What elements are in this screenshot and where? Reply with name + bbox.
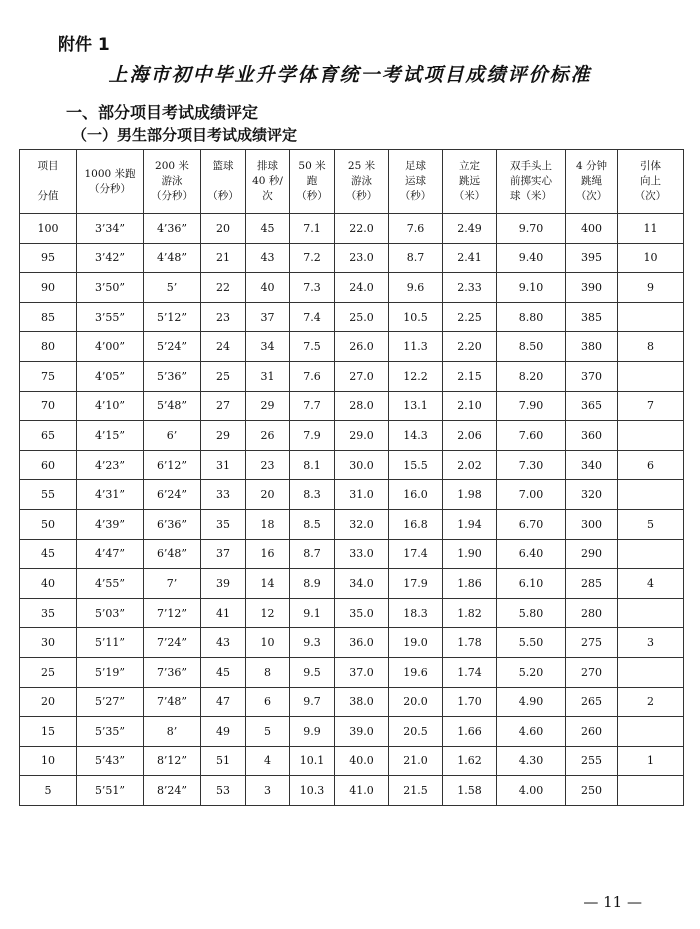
table-cell: 6.10 [497,569,566,599]
table-header-row [20,150,684,214]
table-cell [618,361,684,391]
table-cell: 45 [201,657,246,687]
table-cell: 5’11” [77,628,144,658]
table-cell: 5’24” [144,332,201,362]
table-cell: 37.0 [335,657,389,687]
table-cell: 5’03” [77,598,144,628]
table-cell: 38.0 [335,687,389,717]
table-cell: 23.0 [335,243,389,273]
table-cell: 16.0 [389,480,443,510]
table-cell: 39 [201,569,246,599]
table-cell: 7.90 [497,391,566,421]
table-row [20,361,684,391]
table-cell: 5’43” [77,746,144,776]
table-cell: 35 [20,598,77,628]
table-cell: 3’42” [77,243,144,273]
column-header: 足球 运球 （秒） [389,150,443,214]
table-cell: 25 [20,657,77,687]
table-cell: 10.5 [389,302,443,332]
table-cell: 255 [566,746,618,776]
table-cell: 50 [20,509,77,539]
table-cell: 9.3 [290,628,335,658]
table-row [20,302,684,332]
table-cell: 45 [246,214,290,244]
table-cell: 385 [566,302,618,332]
table-cell: 43 [201,628,246,658]
table-cell: 1.98 [443,480,497,510]
table-cell: 43 [246,243,290,273]
table-cell: 395 [566,243,618,273]
table-cell: 4’48” [144,243,201,273]
table-cell: 7.6 [290,361,335,391]
table-cell: 8.7 [389,243,443,273]
table-cell: 20 [201,214,246,244]
table-row [20,391,684,421]
table-cell: 7’24” [144,628,201,658]
table-cell: 37 [201,539,246,569]
table-cell: 5’36” [144,361,201,391]
table-cell: 34.0 [335,569,389,599]
table-cell: 29 [201,421,246,451]
table-cell: 365 [566,391,618,421]
table-cell: 4’36” [144,214,201,244]
column-header: 篮球 （秒） [201,150,246,214]
table-cell: 8.9 [290,569,335,599]
table-cell: 49 [201,717,246,747]
table-cell: 4.90 [497,687,566,717]
table-cell: 7.60 [497,421,566,451]
table-cell: 1.66 [443,717,497,747]
table-cell: 390 [566,273,618,303]
table-cell: 320 [566,480,618,510]
table-cell: 9.5 [290,657,335,687]
table-cell: 15 [20,717,77,747]
table-cell: 4.60 [497,717,566,747]
table-cell: 370 [566,361,618,391]
table-cell: 8.7 [290,539,335,569]
table-cell: 1.62 [443,746,497,776]
table-cell: 7 [618,391,684,421]
table-cell: 3 [618,628,684,658]
table-cell: 4 [246,746,290,776]
table-cell: 51 [201,746,246,776]
table-cell [618,598,684,628]
column-header: 1000 米跑 （分秒） [77,150,144,214]
table-cell: 23 [201,302,246,332]
table-cell: 7’36” [144,657,201,687]
table-cell: 5.20 [497,657,566,687]
table-cell: 19.6 [389,657,443,687]
table-cell: 27 [201,391,246,421]
table-cell: 300 [566,509,618,539]
table-cell: 10 [20,746,77,776]
table-cell: 28.0 [335,391,389,421]
table-cell: 270 [566,657,618,687]
table-cell: 280 [566,598,618,628]
table-cell: 2.25 [443,302,497,332]
table-cell: 7.6 [389,214,443,244]
table-cell: 8 [246,657,290,687]
table-cell: 6.70 [497,509,566,539]
table-cell: 33.0 [335,539,389,569]
table-row [20,776,684,806]
table-cell: 8.50 [497,332,566,362]
table-cell: 100 [20,214,77,244]
table-cell: 9.70 [497,214,566,244]
table-cell: 2.20 [443,332,497,362]
table-cell: 7.2 [290,243,335,273]
table-cell: 36.0 [335,628,389,658]
table-cell [618,480,684,510]
attachment-label: 附件 1 [58,35,110,55]
column-header: 50 米 跑 （秒） [290,150,335,214]
table-row [20,746,684,776]
table-cell: 7.3 [290,273,335,303]
table-cell: 9 [618,273,684,303]
column-header: 双手头上 前掷实心 球（米） [497,150,566,214]
table-cell: 6’48” [144,539,201,569]
table-cell: 5 [618,509,684,539]
column-header: 引体 向上 （次） [618,150,684,214]
table-cell: 3’55” [77,302,144,332]
table-cell: 24 [201,332,246,362]
table-cell: 2 [618,687,684,717]
table-cell: 4.30 [497,746,566,776]
table-cell: 285 [566,569,618,599]
table-cell: 31 [201,450,246,480]
table-row [20,243,684,273]
table-cell: 8’ [144,717,201,747]
table-cell: 9.40 [497,243,566,273]
table-cell: 1.86 [443,569,497,599]
table-cell: 95 [20,243,77,273]
table-cell: 35.0 [335,598,389,628]
table-row [20,687,684,717]
table-cell: 3’50” [77,273,144,303]
table-cell: 7.4 [290,302,335,332]
table-cell: 25 [201,361,246,391]
table-cell: 47 [201,687,246,717]
table-cell: 20 [246,480,290,510]
table-cell: 6’ [144,421,201,451]
table-cell: 70 [20,391,77,421]
table-cell: 5’ [144,273,201,303]
table-cell: 29.0 [335,421,389,451]
table-cell: 45 [20,539,77,569]
table-row [20,657,684,687]
table-row [20,480,684,510]
page-number: — 11 — [583,893,642,911]
table-cell: 8.1 [290,450,335,480]
table-cell: 7’12” [144,598,201,628]
table-cell: 1.78 [443,628,497,658]
table-cell: 65 [20,421,77,451]
table-cell: 10.1 [290,746,335,776]
table-cell: 24.0 [335,273,389,303]
table-cell: 20.0 [389,687,443,717]
table-cell: 37 [246,302,290,332]
table-cell: 1.82 [443,598,497,628]
table-cell: 12 [246,598,290,628]
table-cell: 19.0 [389,628,443,658]
table-cell: 29 [246,391,290,421]
table-cell: 53 [201,776,246,806]
column-header: 25 米 游泳 （秒） [335,150,389,214]
table-cell: 22 [201,273,246,303]
table-cell: 360 [566,421,618,451]
table-cell: 1.74 [443,657,497,687]
table-cell: 260 [566,717,618,747]
table-cell: 265 [566,687,618,717]
table-cell: 12.2 [389,361,443,391]
table-row [20,214,684,244]
table-cell: 5’27” [77,687,144,717]
table-cell: 6’36” [144,509,201,539]
table-cell: 2.49 [443,214,497,244]
table-cell: 7.1 [290,214,335,244]
table-cell: 31 [246,361,290,391]
column-header: 排球 40 秒/ 次 [246,150,290,214]
table-cell: 7.9 [290,421,335,451]
table-cell: 40 [246,273,290,303]
table-cell: 2.06 [443,421,497,451]
table-cell [618,776,684,806]
table-cell: 20.5 [389,717,443,747]
table-cell: 5.80 [497,598,566,628]
table-cell: 8.80 [497,302,566,332]
table-row [20,539,684,569]
table-cell: 11.3 [389,332,443,362]
table-cell: 10 [246,628,290,658]
table-cell: 1 [618,746,684,776]
table-cell: 90 [20,273,77,303]
table-cell: 7.5 [290,332,335,362]
table-cell: 6’24” [144,480,201,510]
table-cell: 7’ [144,569,201,599]
table-cell [618,717,684,747]
table-cell: 80 [20,332,77,362]
table-cell [618,302,684,332]
table-cell: 5’12” [144,302,201,332]
document-title: 上海市初中毕业升学体育统一考试项目成绩评价标准 [108,64,592,86]
table-cell: 4’39” [77,509,144,539]
table-cell: 60 [20,450,77,480]
table-cell: 2.41 [443,243,497,273]
table-cell: 4’55” [77,569,144,599]
table-cell: 30 [20,628,77,658]
table-cell: 26.0 [335,332,389,362]
table-cell: 10 [618,243,684,273]
table-cell: 16 [246,539,290,569]
table-cell: 9.9 [290,717,335,747]
table-cell: 6 [618,450,684,480]
table-cell: 41 [201,598,246,628]
table-cell: 1.90 [443,539,497,569]
table-cell: 18 [246,509,290,539]
table-cell: 8.5 [290,509,335,539]
table-cell: 6 [246,687,290,717]
table-cell [618,657,684,687]
table-cell: 400 [566,214,618,244]
table-cell: 8 [618,332,684,362]
table-cell: 250 [566,776,618,806]
table-cell: 4’15” [77,421,144,451]
table-cell: 5’48” [144,391,201,421]
table-row [20,450,684,480]
table-cell: 41.0 [335,776,389,806]
table-cell: 7.30 [497,450,566,480]
table-row [20,273,684,303]
table-cell: 31.0 [335,480,389,510]
table-cell: 2.10 [443,391,497,421]
table-cell: 4’23” [77,450,144,480]
table-cell: 13.1 [389,391,443,421]
table-cell: 5 [20,776,77,806]
column-header: 200 米 游泳 （分秒） [144,150,201,214]
table-cell [618,421,684,451]
table-cell: 275 [566,628,618,658]
table-cell: 21.5 [389,776,443,806]
table-cell: 4’00” [77,332,144,362]
table-cell: 22.0 [335,214,389,244]
table-row [20,332,684,362]
table-cell: 3 [246,776,290,806]
table-cell: 7’48” [144,687,201,717]
table-cell: 1.94 [443,509,497,539]
table-cell: 2.33 [443,273,497,303]
column-header: 项目 分值 [20,150,77,214]
table-cell: 5 [246,717,290,747]
table-cell: 9.6 [389,273,443,303]
table-cell: 26 [246,421,290,451]
table-row [20,717,684,747]
table-cell: 10.3 [290,776,335,806]
scores-table [19,149,684,806]
table-cell: 8.3 [290,480,335,510]
table-cell: 380 [566,332,618,362]
table-cell: 25.0 [335,302,389,332]
table-cell: 15.5 [389,450,443,480]
table-cell: 40 [20,569,77,599]
table-cell: 4’31” [77,480,144,510]
table-cell: 3’34” [77,214,144,244]
table-cell: 7.7 [290,391,335,421]
subsection-heading: （一）男生部分项目考试成绩评定 [72,126,298,144]
table-cell: 8.20 [497,361,566,391]
table-cell: 14.3 [389,421,443,451]
table-cell: 4 [618,569,684,599]
table-cell: 1.70 [443,687,497,717]
table-cell: 32.0 [335,509,389,539]
table-cell: 23 [246,450,290,480]
table-cell: 20 [20,687,77,717]
table-cell: 16.8 [389,509,443,539]
table-cell: 34 [246,332,290,362]
table-cell: 30.0 [335,450,389,480]
table-cell: 39.0 [335,717,389,747]
table-cell: 4’10” [77,391,144,421]
table-cell: 340 [566,450,618,480]
table-body [20,214,684,806]
table-cell: 9.10 [497,273,566,303]
table-cell: 4’47” [77,539,144,569]
table-row [20,598,684,628]
table-cell: 9.1 [290,598,335,628]
table-cell: 6’12” [144,450,201,480]
table-cell: 55 [20,480,77,510]
table-cell: 4.00 [497,776,566,806]
table-row [20,509,684,539]
table-cell: 75 [20,361,77,391]
table-cell: 33 [201,480,246,510]
column-header: 立定 跳远 （米） [443,150,497,214]
table-cell: 14 [246,569,290,599]
table-row [20,569,684,599]
table-cell: 9.7 [290,687,335,717]
table-cell: 18.3 [389,598,443,628]
section-heading: 一、部分项目考试成绩评定 [66,103,259,122]
table-cell: 17.4 [389,539,443,569]
table-cell: 290 [566,539,618,569]
table-cell: 5.50 [497,628,566,658]
table-cell: 35 [201,509,246,539]
table-cell: 4’05” [77,361,144,391]
table-row [20,421,684,451]
table-cell: 2.02 [443,450,497,480]
table-cell: 27.0 [335,361,389,391]
table-cell: 21.0 [389,746,443,776]
table-cell: 1.58 [443,776,497,806]
table-cell [618,539,684,569]
table-cell: 40.0 [335,746,389,776]
table-cell: 8’24” [144,776,201,806]
table-cell: 21 [201,243,246,273]
table-cell: 7.00 [497,480,566,510]
table-cell: 5’51” [77,776,144,806]
table-cell: 2.15 [443,361,497,391]
table-cell: 17.9 [389,569,443,599]
table-row [20,628,684,658]
table-cell: 5’35” [77,717,144,747]
table-cell: 8’12” [144,746,201,776]
table-cell: 11 [618,214,684,244]
column-header: 4 分钟 跳绳 （次） [566,150,618,214]
table-cell: 85 [20,302,77,332]
table-cell: 6.40 [497,539,566,569]
table-cell: 5’19” [77,657,144,687]
